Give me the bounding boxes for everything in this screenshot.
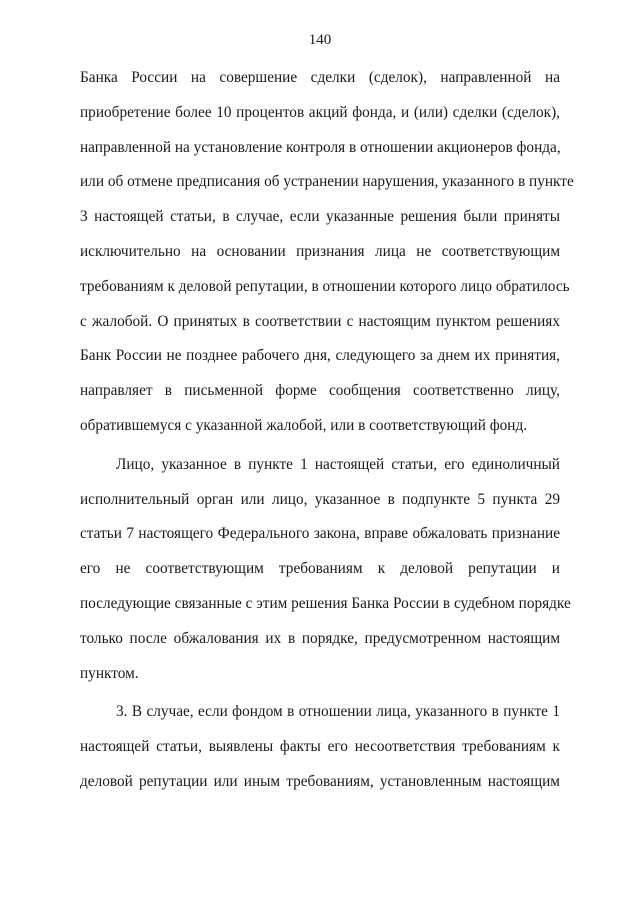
text-line: направляет в письменной форме сообщения соответственно лицу, — [80, 382, 560, 400]
text-line: исполнительный орган или лицо, указанное в подпункте 5 пункта 29 — [80, 490, 560, 508]
page-number: 140 — [308, 32, 332, 48]
text-line: 3. В случае, если фондом в отношении лица, указанного в пункте 1 — [116, 703, 560, 721]
text-line: только после обжалования их в порядке, предусмотренном настоящим — [80, 629, 560, 647]
text-line: требованиям к деловой репутации, в отношении которого лицо обратилось — [80, 277, 570, 295]
text-line: Банк России не позднее рабочего дня, следующего за днем их принятия, — [80, 347, 560, 365]
text-line: Банка России на совершение сделки (сделок), направленной на — [80, 69, 560, 86]
text-line: настоящей статьи, выявлены факты его несоответствия требованиям к — [80, 738, 560, 756]
text-line: 3 настоящей статьи, в случае, если указанные решения были приняты — [80, 208, 560, 226]
document-body — [80, 67, 574, 806]
text-line: статьи 7 настоящего Федерального закона, вправе обжаловать признание — [80, 525, 560, 543]
text-line: направленной на установление контроля в отношении акционеров фонда, — [80, 138, 561, 156]
text-line: деловой репутации или иным требованиям, установленным настоящим — [80, 772, 560, 790]
text-line: Лицо, указанное в пункте 1 настоящей статьи, его единоличный — [116, 455, 560, 473]
text-line: приобретение более 10 процентов акций фонда, и (или) сделки (сделок), — [80, 103, 560, 121]
text-line: или об отмене предписания об устранении нарушения, указанного в пункте — [80, 173, 574, 191]
text-line: исключительно на основании признания лица не соответствующим — [80, 242, 560, 260]
text-line: пунктом. — [80, 664, 139, 682]
text-line: с жалобой. О принятых в соответствии с настоящим пунктом решениях — [80, 312, 560, 330]
text-line: обратившемуся с указанной жалобой, или в соответствующий фонд. — [80, 416, 528, 434]
text-line: последующие связанные с этим решения Банка России в судебном порядке — [80, 594, 571, 612]
text-line: его не соответствующим требованиям к деловой репутации и — [80, 560, 560, 578]
